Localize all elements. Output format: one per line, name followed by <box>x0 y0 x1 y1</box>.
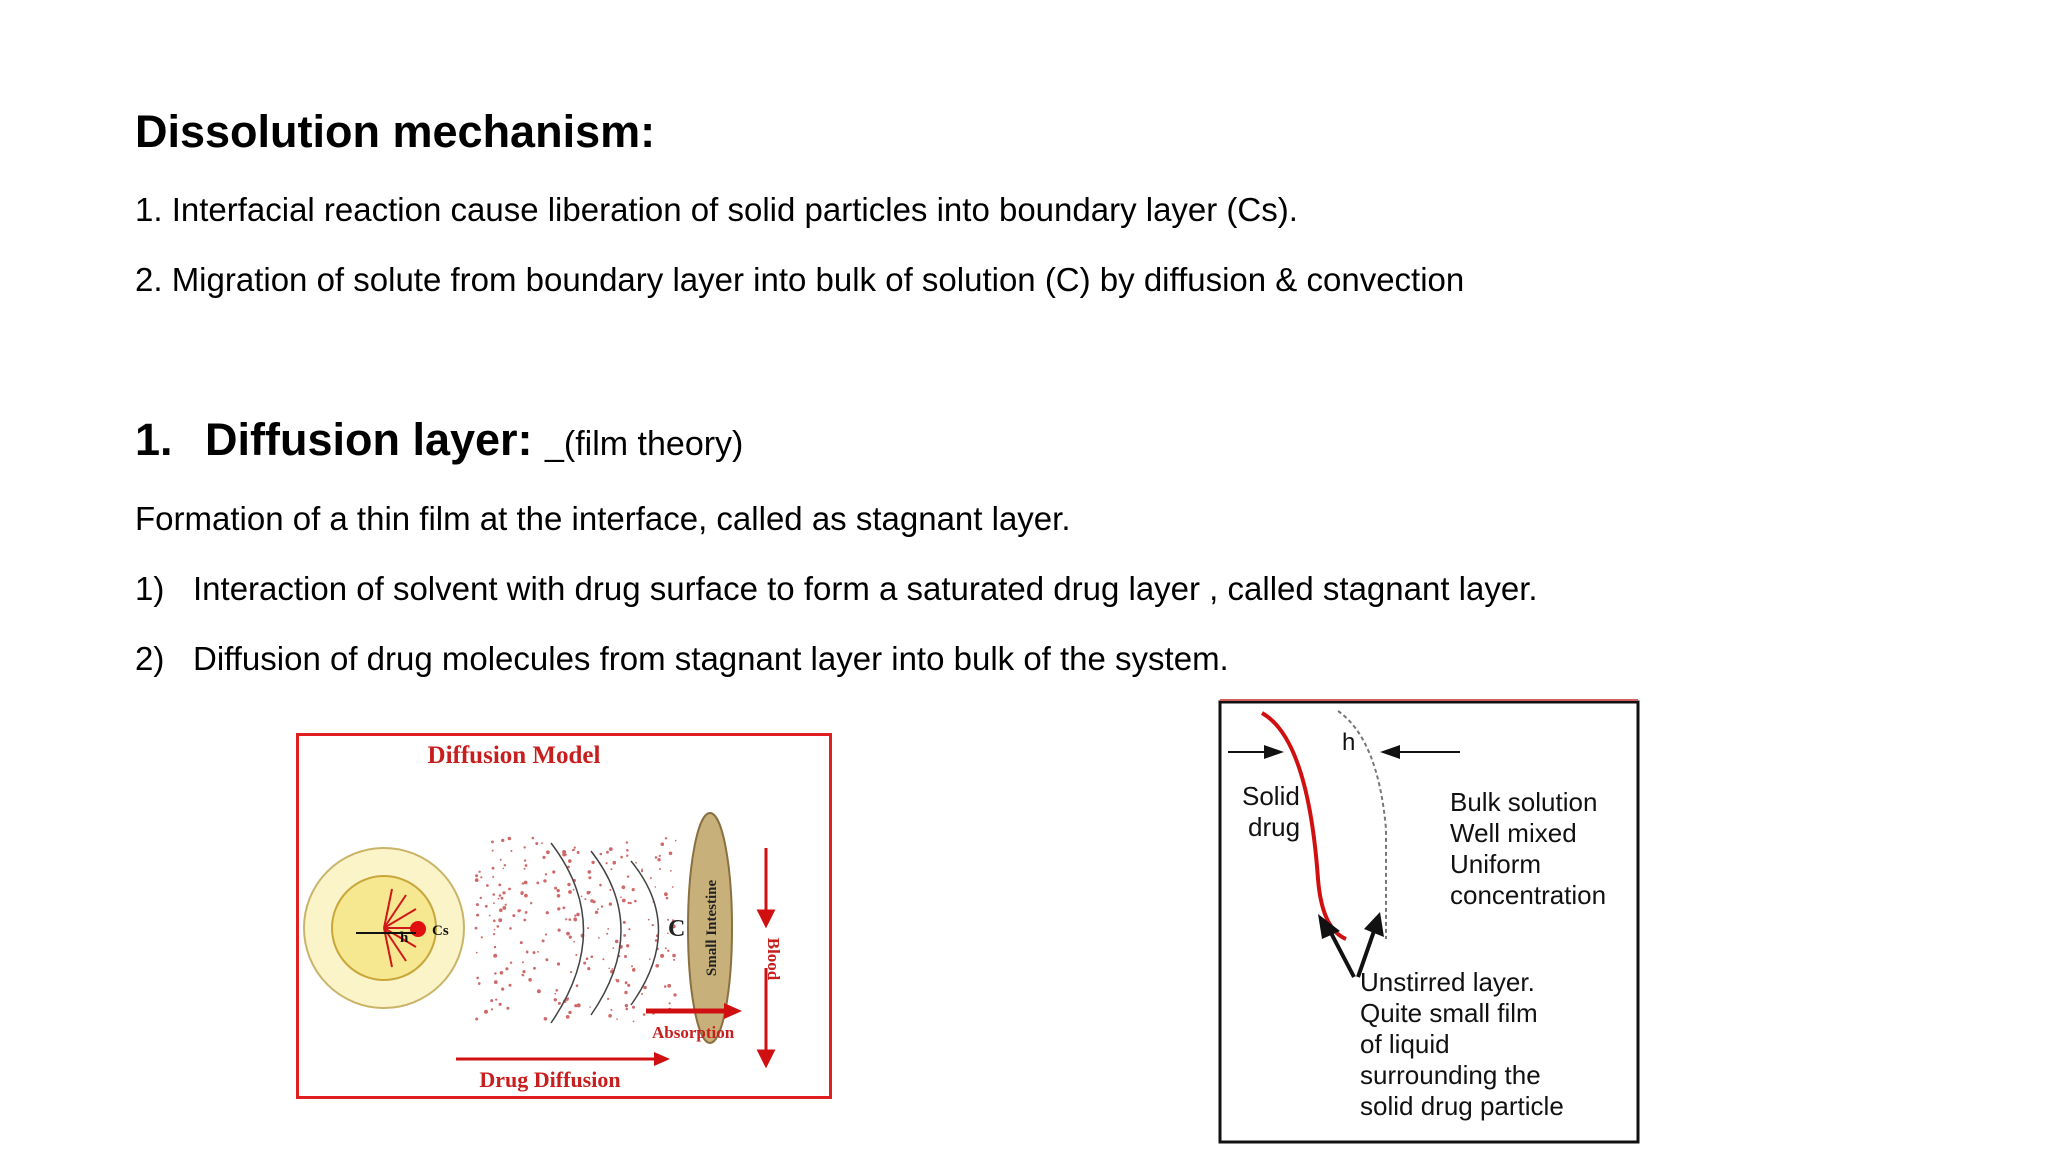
point-2 <box>135 640 1229 678</box>
molecule-dot <box>535 842 538 845</box>
molecule-dot <box>501 988 504 991</box>
label-solid-line-1: Solid <box>1242 781 1300 811</box>
molecule-dot <box>475 878 479 882</box>
label-h: h <box>400 930 409 946</box>
molecule-dot <box>526 952 528 954</box>
molecule-dot <box>613 861 617 865</box>
section-title: Diffusion layer: <box>204 414 533 465</box>
molecule-dot <box>612 968 614 970</box>
molecule-dot <box>558 1002 561 1005</box>
molecule-dot <box>499 1003 502 1006</box>
molecule-dot <box>506 1007 509 1010</box>
molecule-dot <box>523 919 526 922</box>
mechanism-step-1: 1. Interfacial reaction cause liberation of solid particles into boundary layer (Cs). <box>135 191 1298 228</box>
molecule-dot <box>624 955 627 958</box>
molecule-dot <box>591 861 594 864</box>
molecule-dot <box>665 947 667 949</box>
molecule-dot <box>546 850 550 854</box>
molecule-dot <box>478 984 480 986</box>
molecule-dot <box>554 993 556 995</box>
point-1 <box>135 570 1538 608</box>
point-1-number: 1) <box>135 570 165 607</box>
molecule-dot <box>609 902 612 905</box>
molecule-dot <box>562 850 566 854</box>
molecule-dot <box>525 864 528 867</box>
molecule-dot <box>666 897 669 900</box>
molecule-dot <box>528 978 532 982</box>
molecule-dot <box>530 902 532 904</box>
molecule-dot <box>522 882 524 884</box>
molecule-dot <box>475 1018 478 1021</box>
molecule-dot <box>491 1008 493 1010</box>
molecule-dot <box>620 896 622 898</box>
molecule-dot <box>508 837 512 841</box>
molecule-dot <box>581 896 583 898</box>
label-bulk-line-4: concentration <box>1450 880 1607 910</box>
molecule-dot <box>664 892 668 896</box>
molecule-dot <box>533 967 536 970</box>
label-c: C <box>668 916 686 942</box>
molecule-dot <box>492 876 494 878</box>
molecule-dot <box>557 889 560 892</box>
molecule-dot <box>510 850 512 852</box>
label-cs: Cs <box>432 923 449 939</box>
molecule-dot <box>485 905 488 908</box>
molecule-dot <box>597 908 599 910</box>
molecule-dot <box>476 914 479 917</box>
molecule-dot <box>657 858 660 861</box>
molecule-dot <box>625 981 628 984</box>
molecule-dot <box>500 971 504 975</box>
molecule-dot <box>566 932 570 936</box>
molecule-dot <box>623 921 626 924</box>
molecule-dot <box>655 964 659 968</box>
molecule-dot <box>498 918 502 922</box>
molecule-dot <box>524 894 528 898</box>
molecule-dot <box>557 962 560 965</box>
diffusion-model-figure <box>296 733 832 1099</box>
molecule-dot <box>484 1010 488 1014</box>
molecule-dot <box>490 999 493 1002</box>
label-drug-diffusion: Drug Diffusion <box>479 1067 621 1092</box>
molecule-dot <box>500 859 502 861</box>
molecule-dot <box>589 891 591 893</box>
molecule-dot <box>672 886 674 888</box>
molecule-dot <box>504 864 506 866</box>
section-heading <box>135 414 743 466</box>
molecule-dot <box>574 919 577 922</box>
molecule-dot <box>521 974 523 976</box>
molecule-dot <box>510 962 512 964</box>
molecule-dot <box>659 855 661 857</box>
molecule-dot <box>659 868 661 870</box>
molecule-dot <box>588 870 592 874</box>
molecule-dot <box>626 841 628 843</box>
mechanism-step-2: 2. Migration of solute from boundary layer into bulk of solution (C) by diffusion & convection <box>135 261 1465 298</box>
molecule-dot <box>655 886 657 888</box>
molecule-dot <box>555 989 558 992</box>
molecule-dot <box>626 944 629 947</box>
molecule-dot <box>544 1017 548 1021</box>
molecule-dot <box>524 859 526 861</box>
molecule-dot <box>616 979 619 982</box>
molecule-dot <box>608 1014 612 1018</box>
molecule-dot <box>609 847 613 851</box>
molecule-dot <box>521 893 524 896</box>
molecule-dot <box>641 993 643 995</box>
label-unstirred-line-1: Unstirred layer. <box>1360 967 1535 997</box>
molecule-dot <box>565 918 567 920</box>
molecule-dot <box>542 856 545 859</box>
label-bulk-line-3: Uniform <box>1450 849 1542 879</box>
molecule-dot <box>481 936 483 938</box>
molecule-dot <box>673 993 676 996</box>
molecule-dot <box>608 968 610 970</box>
page-title: Dissolution mechanism: <box>135 106 656 157</box>
molecule-dot <box>577 1003 581 1007</box>
molecule-dot <box>623 934 626 937</box>
molecule-dot <box>486 884 489 887</box>
molecule-dot <box>537 951 539 953</box>
molecule-dot <box>606 862 608 864</box>
molecule-dot <box>492 893 495 896</box>
molecule-dot <box>520 909 522 911</box>
molecule-dot <box>569 936 572 939</box>
molecule-dot <box>525 911 528 914</box>
molecule-dot <box>634 900 637 903</box>
molecule-dot <box>573 889 575 891</box>
molecule-dot <box>532 837 535 840</box>
section-dash: _ <box>544 425 564 463</box>
label-unstirred-line-4: surrounding the <box>1360 1060 1541 1090</box>
molecule-dot <box>669 1002 671 1004</box>
molecule-dot <box>672 954 676 958</box>
molecule-dot <box>675 840 677 842</box>
molecule-dot <box>610 1009 612 1011</box>
molecule-dot <box>502 891 505 894</box>
molecule-dot <box>622 899 626 903</box>
molecule-dot <box>495 999 497 1001</box>
molecule-dot <box>587 967 590 970</box>
molecule-dot <box>567 997 569 999</box>
molecule-dot <box>501 897 504 900</box>
molecule-dot <box>649 958 651 960</box>
molecule-dot <box>563 906 566 909</box>
molecule-dot <box>643 1013 646 1016</box>
molecule-dot <box>476 977 479 980</box>
molecule-dot <box>493 920 496 923</box>
molecule-dot <box>660 954 664 958</box>
label-bulk-line-2: Well mixed <box>1450 818 1577 848</box>
molecule-dot <box>545 873 547 875</box>
molecule-dot <box>574 915 576 917</box>
molecule-dot <box>475 927 478 930</box>
molecule-dot <box>557 894 561 898</box>
molecule-dot <box>574 847 576 849</box>
molecule-dot <box>554 998 557 1001</box>
molecule-dot <box>626 849 629 852</box>
molecule-dot <box>505 904 507 906</box>
molecule-dot <box>615 940 619 944</box>
molecule-dot <box>609 889 611 891</box>
molecule-dot <box>606 933 608 935</box>
point-2-text: Diffusion of drug molecules from stagnant layer into bulk of the system. <box>193 640 1229 677</box>
molecule-dot <box>648 919 650 921</box>
molecule-dot <box>501 839 504 842</box>
molecule-dot <box>607 928 609 930</box>
molecule-dot <box>632 888 635 891</box>
molecule-dot <box>584 898 586 900</box>
molecule-dot <box>632 968 636 972</box>
molecule-dot <box>480 897 482 899</box>
molecule-dot <box>494 980 498 984</box>
molecule-dot <box>492 867 495 870</box>
molecule-dot <box>661 842 665 846</box>
molecule-dot <box>508 888 511 891</box>
section-note: (film theory) <box>563 425 744 463</box>
label-blood: Blood <box>764 937 783 981</box>
molecule-dot <box>495 972 497 974</box>
molecule-dot <box>493 933 495 935</box>
molecule-dot <box>557 907 560 910</box>
label-bulk-line-1: Bulk solution <box>1450 787 1598 817</box>
molecule-dot <box>524 881 528 885</box>
molecule-dot <box>567 883 570 886</box>
molecule-dot <box>587 927 589 929</box>
molecule-dot <box>624 991 627 994</box>
molecule-dot <box>573 941 575 943</box>
molecule-dot <box>491 841 494 844</box>
molecule-dot <box>641 868 643 870</box>
molecule-dot <box>667 984 671 988</box>
molecule-dot <box>522 970 525 973</box>
molecule-dot <box>492 850 494 852</box>
molecule-dot <box>622 885 626 889</box>
molecule-dot <box>558 929 561 932</box>
molecule-dot <box>476 903 479 906</box>
molecule-dot <box>583 962 586 965</box>
molecule-dot <box>607 998 609 1000</box>
molecule-dot <box>569 918 572 921</box>
molecule-dot <box>505 967 508 970</box>
molecule-dot <box>577 851 580 854</box>
point-2-number: 2) <box>135 640 165 677</box>
molecule-dot <box>627 984 630 987</box>
label-unstirred-line-2: Quite small film <box>1360 998 1538 1028</box>
molecule-dot <box>652 924 654 926</box>
molecule-dot <box>545 933 547 935</box>
molecule-dot <box>509 984 512 987</box>
diffusion-model-title: Diffusion Model <box>427 742 601 769</box>
molecule-dot <box>489 915 491 917</box>
molecule-dot <box>542 939 545 942</box>
molecule-dot <box>568 890 572 894</box>
molecule-dot <box>670 870 672 872</box>
molecule-dot <box>667 950 669 952</box>
molecule-dot <box>499 908 503 912</box>
molecule-dot <box>628 928 630 930</box>
molecule-dot <box>575 954 577 956</box>
molecule-dot <box>566 1015 570 1019</box>
molecule-dot <box>520 941 523 944</box>
molecule-dot <box>568 859 572 863</box>
molecule-dot <box>480 876 482 878</box>
molecule-dot <box>590 899 594 903</box>
molecule-dot <box>512 914 515 917</box>
molecule-dot <box>610 868 612 870</box>
molecule-dot <box>625 1004 628 1007</box>
label-absorption: Absorption <box>652 1023 735 1042</box>
intro-text: Formation of a thin film at the interface, called as stagnant layer. <box>135 500 1071 537</box>
unstirred-layer-figure <box>1218 699 1642 1145</box>
molecule-dot <box>503 868 505 870</box>
molecule-dot <box>499 894 502 897</box>
molecule-dot <box>498 884 501 887</box>
molecule-dot <box>497 925 500 928</box>
molecule-dot <box>655 856 658 859</box>
molecule-dot <box>498 898 500 900</box>
molecule-dot <box>599 884 602 887</box>
molecule-dot <box>568 1011 571 1014</box>
molecule-dot <box>524 846 526 848</box>
molecule-dot <box>627 875 629 877</box>
molecule-dot <box>570 971 572 973</box>
molecule-dot <box>537 989 541 993</box>
molecule-dot <box>576 984 579 987</box>
molecule-dot <box>616 1018 618 1020</box>
molecule-dot <box>641 870 643 872</box>
molecule-dot <box>502 906 506 910</box>
molecule-dot <box>650 877 652 879</box>
molecule-dot <box>595 911 598 914</box>
label-unstirred-line-3: of liquid <box>1360 1029 1450 1059</box>
molecule-dot <box>543 879 546 882</box>
molecule-dot <box>494 946 496 948</box>
molecule-dot <box>632 1006 635 1009</box>
drug-core <box>410 921 426 937</box>
molecule-dot <box>545 958 548 961</box>
molecule-dot <box>669 852 673 856</box>
molecule-dot <box>606 851 609 854</box>
molecule-dot <box>620 856 623 859</box>
label-solid-line-2: drug <box>1248 812 1301 842</box>
molecule-dot <box>600 853 603 856</box>
molecule-dot <box>493 954 497 958</box>
molecule-dot <box>633 1021 635 1023</box>
molecule-dot <box>475 874 478 877</box>
molecule-dot <box>494 929 496 931</box>
molecule-dot <box>628 902 630 904</box>
molecule-dot <box>572 849 574 851</box>
molecule-dot <box>476 952 478 954</box>
section-number: 1. <box>135 414 173 465</box>
molecule-dot <box>643 986 647 990</box>
molecule-dot <box>493 902 495 904</box>
molecule-dot <box>586 957 589 960</box>
molecule-dot <box>478 871 480 873</box>
molecule-dot <box>626 1008 629 1011</box>
molecule-dot <box>533 951 536 954</box>
molecule-dot <box>554 887 557 890</box>
molecule-dot <box>602 958 604 960</box>
molecule-dot <box>552 870 555 873</box>
molecule-dot <box>626 855 628 857</box>
molecule-dot <box>541 842 543 844</box>
molecule-dot <box>576 913 580 917</box>
molecule-dot <box>588 876 591 879</box>
molecule-dot <box>598 937 600 939</box>
molecule-dot <box>591 955 594 958</box>
molecule-dot <box>509 927 512 930</box>
molecule-dot <box>665 837 667 839</box>
molecule-dot <box>612 947 614 949</box>
molecule-dot <box>522 961 524 963</box>
label-small-intestine: Small Intestine <box>704 879 720 977</box>
molecule-dot <box>631 965 633 967</box>
molecule-dot <box>589 1006 591 1008</box>
label-unstirred-line-5: solid drug particle <box>1360 1091 1564 1121</box>
point-1-text: Interaction of solvent with drug surface to form a saturated drug layer , called stagnant layer. <box>193 570 1538 607</box>
molecule-dot <box>673 959 675 961</box>
molecule-dot <box>546 911 549 914</box>
molecule-dot <box>524 868 526 870</box>
molecule-dot <box>601 905 603 907</box>
molecule-dot <box>664 985 667 988</box>
molecule-dot <box>536 882 539 885</box>
molecule-dot <box>635 862 637 864</box>
label-h: h <box>1342 729 1356 756</box>
